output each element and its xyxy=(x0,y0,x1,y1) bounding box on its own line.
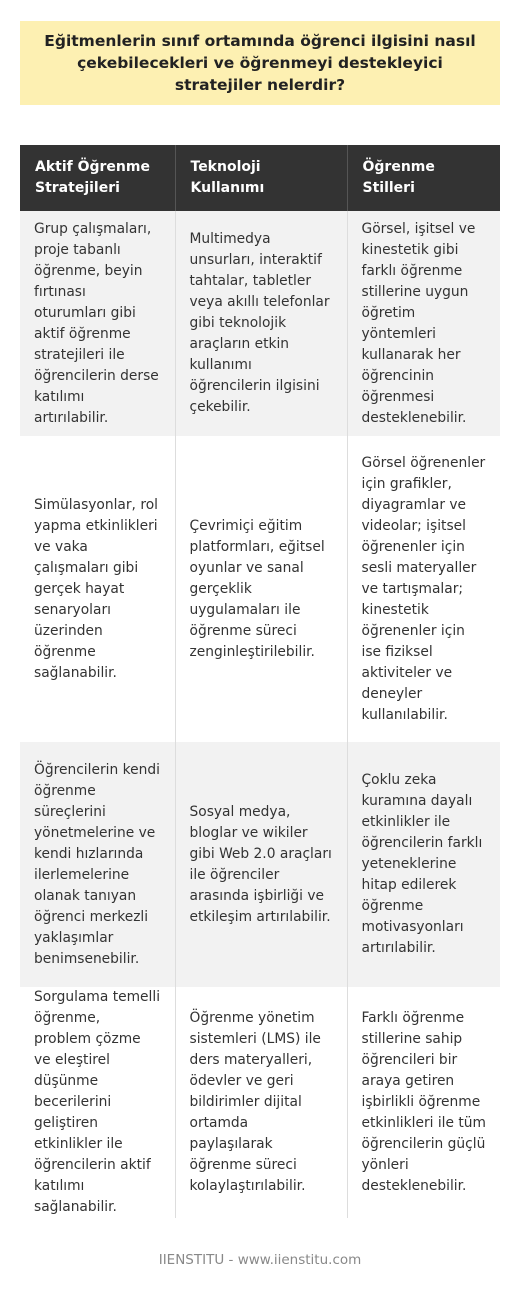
footer-credit: IIENSTITU - www.iienstitu.com xyxy=(158,1252,362,1268)
table-header-row xyxy=(20,145,500,211)
table-cell: Sorgulama temelli öğrenme, problem çözme ve eleştirel düşünme becerilerini geliştiren etkinlikler ile öğrencilerin aktif katılımı sağlanabilir. xyxy=(20,987,175,1218)
column-header-learning-styles: Öğrenme Stilleri xyxy=(347,145,500,211)
table-cell: Öğrenme yönetim sistemleri (LMS) ile ders materyalleri, ödevler ve geri bildirimler dijital ortamda paylaşılarak öğrenme süreci kolaylaştırılabilir. xyxy=(175,987,347,1218)
table-cell: Görsel öğrenenler için grafikler, diyagramlar ve videolar; işitsel öğrenenler için sesli materyaller ve tartışmalar; kinestetik öğrenenler için ise fiziksel aktiviteler ve deneyler kullanılabilir. xyxy=(347,436,500,742)
table-row xyxy=(20,987,500,1218)
table-cell: Grup çalışmaları, proje tabanlı öğrenme, beyin fırtınası oturumları gibi aktif öğrenme stratejileri ile öğrencilerin derse katılımı artırılabilir. xyxy=(20,211,175,436)
column-header-active-learning: Aktif Öğrenme Stratejileri xyxy=(20,145,175,211)
title-banner xyxy=(20,21,500,105)
table-cell: Simülasyonlar, rol yapma etkinlikleri ve vaka çalışmaları gibi gerçek hayat senaryoları üzerinden öğrenme sağlanabilir. xyxy=(20,436,175,742)
table-cell: Farklı öğrenme stillerine sahip öğrencileri bir araya getiren işbirlikli öğrenme etkinlikleri ile tüm öğrencilerin güçlü yönleri desteklenebilir. xyxy=(347,987,500,1218)
strategies-table xyxy=(20,145,500,1218)
table-cell: Görsel, işitsel ve kinestetik gibi farklı öğrenme stillerine uygun öğretim yöntemleri kullanarak her öğrencinin öğrenmesi desteklenebilir. xyxy=(347,211,500,436)
table-cell: Çevrimiçi eğitim platformları, eğitsel oyunlar ve sanal gerçeklik uygulamaları ile öğrenme süreci zenginleştirilebilir. xyxy=(175,436,347,742)
table-cell: Sosyal medya, bloglar ve wikiler gibi Web 2.0 araçları ile öğrenciler arasında işbirliği ve etkileşim artırılabilir. xyxy=(175,742,347,987)
table-row xyxy=(20,742,500,987)
table-cell: Çoklu zeka kuramına dayalı etkinlikler ile öğrencilerin farklı yeteneklerine hitap edilerek öğrenme motivasyonları artırılabilir. xyxy=(347,742,500,987)
page-title: Eğitmenlerin sınıf ortamında öğrenci ilgisini nasıl çekebilecekleri ve öğrenmeyi destekleyici stratejiler nelerdir? xyxy=(44,32,476,94)
table-cell: Multimedya unsurları, interaktif tahtalar, tabletler veya akıllı telefonlar gibi teknolojik araçların etkin kullanımı öğrencilerin ilgisini çekebilir. xyxy=(175,211,347,436)
column-header-technology: Teknoloji Kullanımı xyxy=(175,145,347,211)
table-row xyxy=(20,211,500,436)
table-cell: Öğrencilerin kendi öğrenme süreçlerini yönetmelerine ve kendi hızlarında ilerlemelerine olanak tanıyan öğrenci merkezli yaklaşımlar benimsenebilir. xyxy=(20,742,175,987)
table-row xyxy=(20,436,500,742)
